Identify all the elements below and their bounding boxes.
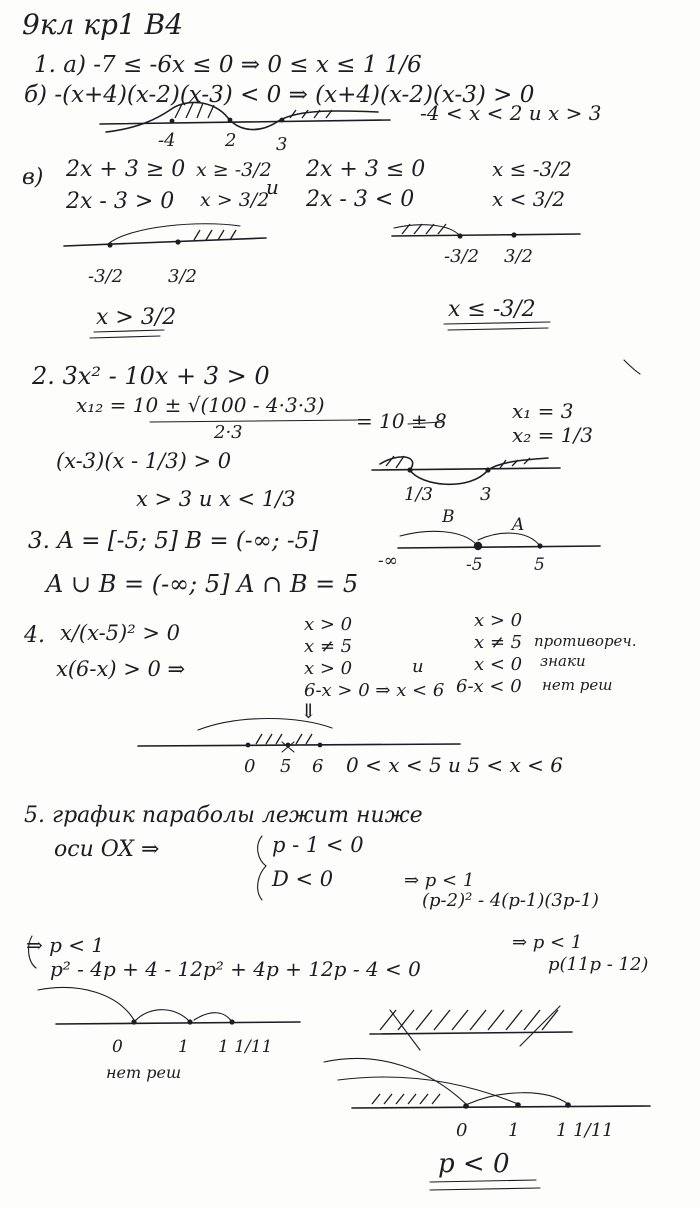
p4-note-line2: знаки [540, 652, 586, 670]
p4-sys1-line2: x ≠ 5 [304, 636, 353, 657]
p2-tick-3: 3 [480, 484, 492, 505]
p5-sys4-line1: ⇒ p < 1 [512, 932, 583, 953]
p3-number-line [398, 531, 600, 550]
p4-number-line [138, 719, 460, 753]
p1v-sys3-line1: 2x + 3 ≤ 0 [306, 157, 426, 182]
p5-sys3-line1: ⇒ p < 1 [26, 933, 105, 957]
p2-roots-formula: x₁₂ = 10 ± √(100 - 4·3·3) [76, 393, 325, 417]
p4-tick-5: 5 [280, 756, 292, 777]
p5-crossed-sketch [370, 1006, 572, 1050]
p2-x1-value: x₁ = 3 [512, 399, 574, 423]
p1v-sys2-line2: x > 3/2 [200, 189, 270, 211]
p4-sys2-line3: x < 0 [474, 654, 523, 675]
p4-sys1-line3: x > 0 [304, 658, 353, 679]
p4-sys2-line1: x > 0 [474, 610, 523, 631]
p1a-line: 1. а) -7 ≤ -6x ≤ 0 ⇒ 0 ≤ x ≤ 1 1/6 [34, 52, 422, 78]
p1v-tick-right-3-2: 3/2 [504, 246, 533, 267]
p5-number-line-2 [324, 1058, 650, 1108]
p2-equation: 2. 3x² - 10x + 3 > 0 [32, 362, 270, 390]
p4-sys1-line1: x > 0 [304, 614, 353, 635]
p5-statement-line2: оси OX ⇒ [54, 837, 160, 862]
p1v-and: и [266, 175, 279, 199]
p5-axis2-tick-1-1-11: 1 1/11 [556, 1120, 614, 1141]
p1v-tick-minus3-2: -3/2 [88, 266, 124, 287]
p1v-sys1-line1: 2x + 3 ≥ 0 [66, 157, 186, 182]
p1v-sys4-line1: x ≤ -3/2 [492, 157, 572, 181]
p5-statement-line1: 5. график параболы лежит ниже [24, 803, 423, 828]
p1b-tick-minus4: -4 [158, 130, 176, 151]
p5-axis1-tick-0: 0 [112, 1037, 123, 1057]
p5-sys1-line1: p - 1 < 0 [272, 833, 364, 857]
p5-final-answer: p < 0 [438, 1149, 510, 1179]
p2-factored: (x-3)(x - 1/3) > 0 [56, 449, 232, 473]
p5-no-solutions: нет реш [106, 1063, 182, 1082]
p5-axis1-tick-1-1-11: 1 1/11 [218, 1037, 273, 1057]
margin-mark [624, 360, 640, 374]
p3-sets: 3. A = [-5; 5] B = (-∞; -5] [28, 528, 319, 554]
p1v-tick-right-minus3-2: -3/2 [444, 246, 480, 267]
p5-sys3-line2: p² - 4p + 4 - 12p² + 4p + 12p - 4 < 0 [50, 957, 421, 981]
p1b-line: б) -(x+4)(x-2)(x-3) < 0 ⇒ (x+4)(x-2)(x-3) > 0 [24, 82, 535, 108]
p1v-answer-right: x ≤ -3/2 [448, 297, 536, 322]
p4-fraction: x/(x-5)² > 0 [60, 621, 180, 645]
p1v-sys2-line1: x ≥ -3/2 [196, 159, 272, 181]
p3-result: A ∪ B = (-∞; 5] A ∩ B = 5 [46, 570, 359, 598]
p2-x2-value: x₂ = 1/3 [512, 423, 593, 447]
p2-answer: x > 3 и x < 1/3 [136, 487, 296, 511]
p1v-tick-3-2: 3/2 [168, 266, 197, 287]
p1v-answer-left: x > 3/2 [96, 305, 177, 330]
p4-tick-0: 0 [244, 756, 256, 777]
p4-sys1-line4: 6-x > 0 ⇒ x < 6 [304, 680, 445, 701]
p5-axis2-tick-0: 0 [456, 1120, 468, 1141]
p1b-tick-2: 2 [225, 130, 237, 151]
p1v-sys4-line2: x < 3/2 [492, 187, 565, 211]
p5-axis1-tick-1: 1 [178, 1037, 189, 1057]
p4-product: x(6-x) > 0 ⇒ [56, 657, 186, 681]
p4-down-arrow: ⇓ [300, 699, 317, 723]
p3-label-a: A [512, 515, 525, 535]
p1v-number-line-right [392, 224, 580, 239]
p5-sys1-line2: D < 0 [272, 867, 334, 891]
p3-tick-neg-infinity: -∞ [378, 551, 398, 571]
p5-sys2-line2: (p-2)² - 4(p-1)(3p-1) [422, 890, 599, 911]
p5-sys2-line1: ⇒ p < 1 [404, 870, 475, 891]
p5-axis2-tick-1: 1 [508, 1120, 520, 1141]
p2-number-line [372, 456, 560, 484]
p3-tick-minus5: -5 [466, 555, 483, 575]
p4-sys2-line2: x ≠ 5 [474, 632, 523, 653]
p4-answer: 0 < x < 5 и 5 < x < 6 [346, 753, 563, 777]
p1b-answer: -4 < x < 2 и x > 3 [420, 101, 602, 125]
p3-tick-5: 5 [534, 555, 545, 575]
p4-sys2-line4: 6-x < 0 [456, 676, 522, 697]
p2-tick-1-3: 1/3 [404, 484, 433, 505]
p1v-sys1-line2: 2x - 3 > 0 [66, 189, 175, 214]
p3-label-b: B [442, 507, 455, 527]
p1b-tick-3: 3 [276, 134, 288, 155]
p5-sys4-line2: p(11p - 12) [548, 954, 649, 975]
p2-simplified: = 10 ± 8 [356, 409, 447, 433]
p2-denominator: 2·3 [214, 422, 243, 443]
p4-and: и [412, 656, 424, 677]
p5-number-line-1 [38, 988, 300, 1025]
p4-tick-6: 6 [312, 756, 324, 777]
p1v-label: в) [22, 165, 44, 190]
p4-number: 4. [24, 623, 45, 648]
p4-note-line1: противореч. [534, 632, 637, 650]
p4-note-line3: нет реш [542, 676, 613, 694]
p1v-sys3-line2: 2x - 3 < 0 [306, 187, 415, 212]
p1v-number-line-left [64, 224, 266, 248]
page-header: 9кл кр1 В4 [22, 8, 184, 41]
